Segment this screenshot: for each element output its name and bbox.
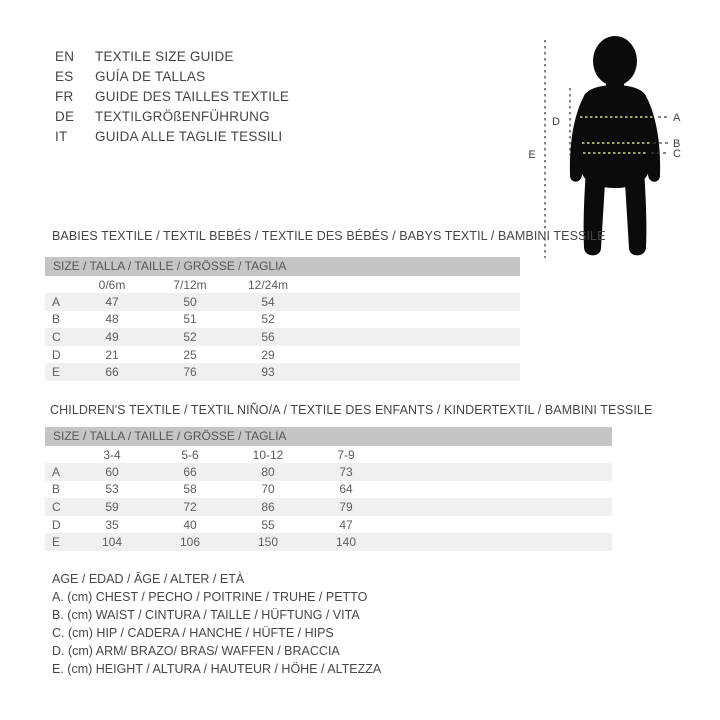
babies-section-title: BABIES TEXTILE / TEXTIL BEBÉS / TEXTILE DES BÉBÉS / BABYS TEXTIL / BAMBINI TESSILE	[52, 229, 606, 243]
table-row	[45, 533, 612, 551]
language-title: GUIDA ALLE TAGLIE TESSILI	[95, 128, 283, 144]
row-letter: B	[52, 312, 61, 327]
cell-value: 52	[183, 329, 197, 344]
hip-label: C	[673, 148, 681, 160]
height-label: E	[528, 149, 536, 161]
cell-value: 21	[105, 347, 119, 362]
table-row	[45, 498, 612, 516]
cell-value: 51	[183, 312, 197, 327]
child-silhouette-diagram	[520, 28, 700, 263]
cell-value: 76	[183, 365, 197, 380]
column-header: 0/6m	[98, 277, 126, 292]
cell-value: 25	[183, 347, 197, 362]
column-header: 3-4	[103, 447, 121, 462]
column-header: 7/12m	[173, 277, 207, 292]
cell-value: 56	[261, 329, 275, 344]
language-row-en	[55, 46, 289, 66]
cell-value: 70	[261, 482, 275, 497]
language-code: FR	[55, 88, 74, 104]
table-row	[45, 311, 520, 329]
babies-size-table	[45, 257, 520, 381]
language-title: GUÍA DE TALLAS	[95, 68, 206, 84]
row-letter: E	[52, 365, 61, 380]
babies-size-header-bar: SIZE / TALLA / TAILLE / GRÖSSE / TAGLIA	[45, 257, 520, 276]
children-size-table	[45, 427, 612, 551]
cell-value: 73	[339, 464, 353, 479]
cell-value: 49	[105, 329, 119, 344]
row-letter: C	[52, 499, 61, 514]
cell-value: 54	[261, 294, 275, 309]
arm-label: D	[552, 116, 560, 128]
language-title-block	[55, 46, 289, 146]
measurement-figure	[520, 28, 700, 263]
cell-value: 72	[183, 499, 197, 514]
language-title: TEXTILGRÖßENFÜHRUNG	[95, 108, 270, 124]
cell-value: 150	[257, 535, 279, 550]
table-row	[45, 346, 520, 364]
children-section-title: CHILDREN'S TEXTILE / TEXTIL NIÑO/A / TEXTILE DES ENFANTS / KINDERTEXTIL / BAMBINI TESSILE	[50, 403, 653, 417]
row-letter: E	[52, 535, 61, 550]
language-title: TEXTILE SIZE GUIDE	[95, 48, 234, 64]
column-header: 10-12	[252, 447, 284, 462]
language-title: GUIDE DES TAILLES TEXTILE	[95, 88, 290, 104]
table-row	[45, 516, 612, 534]
cell-value: 64	[339, 482, 353, 497]
column-header: 12/24m	[247, 277, 289, 292]
children-column-headers	[45, 446, 612, 463]
legend-waist-line: B. (cm) WAIST / CINTURA / TAILLE / HÜFTUNG / VITA	[52, 608, 360, 622]
cell-value: 66	[105, 365, 119, 380]
legend-chest-line: A. (cm) CHEST / PECHO / POITRINE / TRUHE / PETTO	[52, 590, 368, 604]
table-row	[45, 363, 520, 381]
language-code: EN	[55, 48, 75, 64]
table-row	[45, 328, 520, 346]
cell-value: 53	[105, 482, 119, 497]
cell-value: 66	[183, 464, 197, 479]
legend-hip-line: C. (cm) HIP / CADERA / HANCHE / HÜFTE / HIPS	[52, 626, 334, 640]
cell-value: 35	[105, 517, 119, 532]
table-row	[45, 293, 520, 311]
legend-height-line: E. (cm) HEIGHT / ALTURA / HAUTEUR / HÖHE / ALTEZZA	[52, 662, 382, 676]
row-letter: C	[52, 329, 61, 344]
cell-value: 55	[261, 517, 275, 532]
cell-value: 140	[335, 535, 357, 550]
language-code: ES	[55, 68, 74, 84]
cell-value: 29	[261, 347, 275, 362]
language-code: IT	[55, 128, 68, 144]
children-size-header-bar: SIZE / TALLA / TAILLE / GRÖSSE / TAGLIA	[45, 427, 612, 446]
language-row-es	[55, 66, 289, 86]
measurement-legend	[52, 570, 381, 678]
language-code: DE	[55, 108, 75, 124]
row-letter: B	[52, 482, 61, 497]
cell-value: 60	[105, 464, 119, 479]
cell-value: 58	[183, 482, 197, 497]
cell-value: 47	[105, 294, 119, 309]
table-row	[45, 481, 612, 499]
language-row-it	[55, 126, 289, 146]
row-letter: D	[52, 517, 61, 532]
child-silhouette-icon	[570, 36, 660, 255]
cell-value: 93	[261, 365, 275, 380]
row-letter: D	[52, 347, 61, 362]
cell-value: 50	[183, 294, 197, 309]
column-header: 7-9	[337, 447, 355, 462]
cell-value: 40	[183, 517, 197, 532]
row-letter: A	[52, 294, 61, 309]
babies-column-headers	[45, 276, 520, 293]
row-letter: A	[52, 464, 61, 479]
cell-value: 47	[339, 517, 353, 532]
cell-value: 52	[261, 312, 275, 327]
cell-value: 86	[261, 499, 275, 514]
waist-label: B	[673, 138, 681, 150]
cell-value: 104	[101, 535, 123, 550]
cell-value: 79	[339, 499, 353, 514]
legend-arm-line: D. (cm) ARM/ BRAZO/ BRAS/ WAFFEN / BRACCIA	[52, 644, 340, 658]
column-header: 5-6	[181, 447, 199, 462]
table-row	[45, 463, 612, 481]
cell-value: 106	[179, 535, 201, 550]
chest-label: A	[673, 112, 681, 124]
language-row-de	[55, 106, 289, 126]
cell-value: 48	[105, 312, 119, 327]
language-row-fr	[55, 86, 289, 106]
cell-value: 80	[261, 464, 275, 479]
legend-age-line: AGE / EDAD / ÂGE / ALTER / ETÀ	[52, 572, 245, 586]
cell-value: 59	[105, 499, 119, 514]
